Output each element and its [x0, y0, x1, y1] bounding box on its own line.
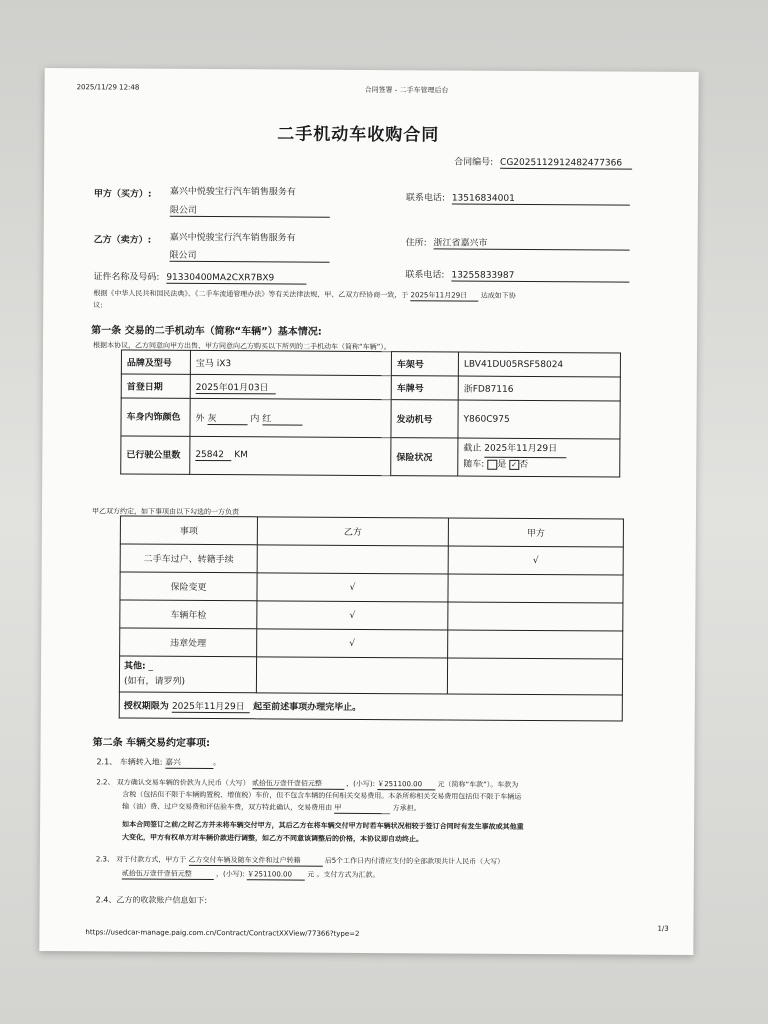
contract-no	[454, 155, 632, 170]
transfer-destination: 嘉兴	[165, 757, 213, 769]
deadline-prefix: 授权期限为	[123, 701, 169, 712]
footer-url: https://usedcar-manage.paig.com.cn/Contract/ContractXXView/77366?type=2	[85, 928, 360, 938]
document-title: 二手机动车收购合同	[277, 124, 440, 146]
ext-color: 灰	[207, 411, 247, 425]
other-a	[447, 658, 622, 695]
reg-date-label: 首登日期	[121, 374, 190, 398]
deadline-date: 2025年11月29日	[172, 698, 250, 712]
table-row	[120, 572, 623, 603]
table-row	[120, 544, 623, 575]
color-label: 车身内饰颜色	[121, 398, 190, 436]
clause-2-3-text-c: ，(小写):	[215, 870, 245, 879]
basis-line1	[93, 288, 516, 302]
matter-b-mark: √	[257, 573, 448, 602]
article1-heading: 第一条 交易的二手机动车（简称“车辆”）基本情况:	[91, 325, 322, 338]
party-b-phone	[405, 267, 629, 282]
clause-2-3-text-d: 元 。支付方式为汇款。	[307, 870, 380, 880]
basis-text-b: 达成如下协	[480, 291, 516, 300]
matter-item: 违章处理	[120, 628, 257, 657]
matter-b-mark: √	[257, 601, 448, 630]
party-b-address	[406, 235, 630, 250]
contract-no-value: CG2025112912482477366	[500, 158, 632, 170]
engine-label: 发动机号	[391, 400, 458, 438]
basis-text-a: 根据《中华人民共和国民法典》、《二手车流通管理办法》等有关法律法规，甲、乙双方经协商一致，于	[93, 289, 409, 300]
party-b-name-line2: 限公司	[170, 248, 330, 263]
reg-date-cell	[190, 374, 391, 399]
party-a-phone-label: 联系电话:	[405, 193, 445, 204]
party-b-name-line1: 嘉兴中悦骏宝行汽车销售服务有	[169, 232, 296, 244]
plate-label: 车牌号	[391, 376, 458, 400]
print-datetime: 2025/11/29 12:48	[76, 83, 140, 92]
clause-2-2-no: 2.2、	[96, 778, 115, 787]
brand-label: 品牌及型号	[121, 350, 190, 374]
article2-heading: 第二条 车辆交易约定事项:	[92, 737, 211, 750]
footer-page-number: 1/3	[657, 924, 669, 933]
ins-until-date: 2025年11月29日	[484, 442, 566, 459]
ins-with-car-label: 随车:	[463, 459, 485, 470]
plate-value: 浙FD87116	[458, 376, 620, 401]
basis-date: 2025年11月29日	[411, 290, 479, 301]
payment-condition: 乙方交付车辆及随车文件和过户转籍	[188, 855, 322, 867]
party-b-label: 乙方（卖方）:	[93, 235, 152, 246]
clause-2-2-text-c: 元（简称“车款”）。车款为	[437, 780, 519, 789]
other-value: _	[148, 661, 154, 672]
party-a-name-line2: 限公司	[170, 203, 330, 218]
insurance-label: 保险状况	[391, 438, 458, 476]
vin-value: LBV41DU05RSF58024	[458, 352, 620, 377]
party-a-label: 甲方（买方）:	[93, 189, 152, 200]
matter-b-mark: √	[257, 629, 448, 658]
mileage-unit: KM	[234, 450, 248, 461]
vehicle-info-table	[120, 349, 621, 477]
clause-2-1-end: 。	[212, 758, 222, 768]
matter-a-mark	[448, 574, 623, 603]
other-b	[256, 657, 447, 694]
clause-2-1	[96, 756, 221, 769]
brand-value: 宝马 iX3	[190, 350, 391, 375]
clause-2-2-text-a: 双方确认交易车辆的价款为人民币（大写）	[116, 778, 250, 788]
matter-item: 保险变更	[120, 572, 257, 601]
clause-2-1-no: 2.1、	[96, 757, 118, 767]
party-b-cert	[93, 269, 306, 284]
clause-2-3-line2	[122, 868, 380, 881]
price-lower: ￥251100.00	[377, 779, 435, 790]
other-label: 其他:	[124, 661, 146, 672]
mileage-value: 25842	[195, 450, 231, 461]
matters-table	[119, 515, 624, 721]
party-a-phone-value: 13516834001	[452, 194, 630, 206]
other-hint: (如有，请罗列)	[123, 676, 186, 687]
article1-intro: 根据本协议，乙方同意向甲方出售、甲方同意向乙方购买以下所列的二手机动车（简称“车辆”）。	[92, 341, 391, 352]
matter-b-mark	[257, 545, 448, 574]
matter-item: 车辆年检	[120, 600, 257, 629]
table-row	[120, 628, 623, 659]
clause-2-2-line2: 含税（包括但不限于车辆购置税、增值税）车价，但不包含车辆的任何相关交易费用。本条所称相关交易费用包括但不限于车辆运	[122, 790, 522, 801]
party-b-cert-label: 证件名称及号码:	[93, 272, 160, 283]
clause-2-1-text: 车辆转入地:	[119, 757, 163, 767]
party-b-address-label: 住所:	[405, 238, 427, 249]
payment-lower: ￥251100.00	[247, 869, 305, 880]
party-b-phone-value: 13255833987	[451, 270, 629, 282]
checkbox-yes[interactable]	[487, 459, 497, 469]
col-b-header: 乙方	[257, 517, 448, 546]
matter-a-mark: √	[448, 546, 623, 575]
mileage-label: 已行驶公里数	[121, 436, 190, 474]
matter-item: 二手车过户、转籍手续	[120, 544, 257, 573]
bold-clause-line1: 如本合同签订之前/之时乙方并未将车辆交付甲方，其后乙方在将车辆交付甲方时若车辆状况相较于签订合同时有发生事故或其他重	[122, 820, 524, 831]
col-item-header: 事项	[120, 516, 257, 545]
clause-2-2-line3	[122, 801, 421, 814]
other-cell	[119, 656, 256, 693]
bold-clause-line2: 大变化，甲方有权单方对车辆价款进行调整，如乙方不同意该调整后的价格，本协议即自动终止。	[121, 833, 424, 844]
matter-a-mark	[448, 602, 623, 631]
fee-party: 甲	[334, 803, 390, 814]
contract-paper	[39, 68, 698, 955]
clause-2-3-line1	[96, 854, 504, 867]
deadline-suffix: 起至前述事项办理完毕止。	[253, 701, 362, 713]
clause-2-2-line3-b: 方承担。	[392, 804, 421, 813]
clause-2-3-text-b: 后5个工作日内付清应支付的全部款项共计人民币（大写）	[324, 856, 505, 866]
matters-intro: 甲乙双方约定，如下事项由以下勾选的一方负责	[91, 507, 240, 517]
engine-value: Y860C975	[458, 400, 620, 439]
clause-2-2-line3-a: 输（油）费、过户交易费和评估验车费，双方特此确认，交易费用由	[122, 802, 333, 812]
clause-2-3-no: 2.3、	[95, 855, 115, 864]
checkbox-no[interactable]: ✓	[509, 459, 519, 469]
reg-date-value: 2025年01月03日	[196, 379, 276, 393]
payment-upper: 贰拾伍万壹仟壹佰元整	[122, 868, 214, 880]
int-color: 红	[262, 411, 302, 425]
ins-until-prefix: 截止	[463, 443, 482, 454]
price-upper: 贰拾伍万壹仟壹佰元整	[252, 778, 344, 790]
deadline-row	[119, 692, 622, 721]
clause-2-4: 2.4、乙方的收款账户信息如下:	[95, 895, 208, 906]
vin-label: 车架号	[391, 352, 458, 376]
party-b-phone-label: 联系电话:	[405, 270, 445, 281]
party-b-address-value: 浙江省嘉兴市	[434, 235, 630, 250]
basis-line2: 议:	[93, 301, 103, 310]
col-a-header: 甲方	[448, 518, 623, 547]
table-row	[120, 600, 623, 631]
party-a-name-line1: 嘉兴中悦骏宝行汽车销售服务有	[169, 186, 296, 198]
opt-yes-label: 是	[497, 459, 507, 470]
contract-no-label: 合同编号:	[454, 157, 494, 168]
print-page-title: 合同签署 - 二手车管理后台	[364, 85, 449, 95]
clause-2-2-text-b: ，(小写):	[346, 779, 376, 789]
party-b-cert-value: 91330400MA2CXR7BX9	[166, 273, 306, 285]
insurance-cell	[458, 438, 620, 477]
mileage-cell	[190, 436, 391, 475]
color-cell	[190, 398, 391, 437]
matter-a-mark	[448, 630, 623, 659]
int-prefix: 内	[250, 413, 260, 424]
clause-2-3-text-a: 对于付款方式，甲方于	[116, 855, 187, 864]
ext-prefix: 外	[195, 413, 205, 424]
opt-no-label: 否	[519, 459, 529, 470]
party-a-phone	[406, 190, 630, 205]
